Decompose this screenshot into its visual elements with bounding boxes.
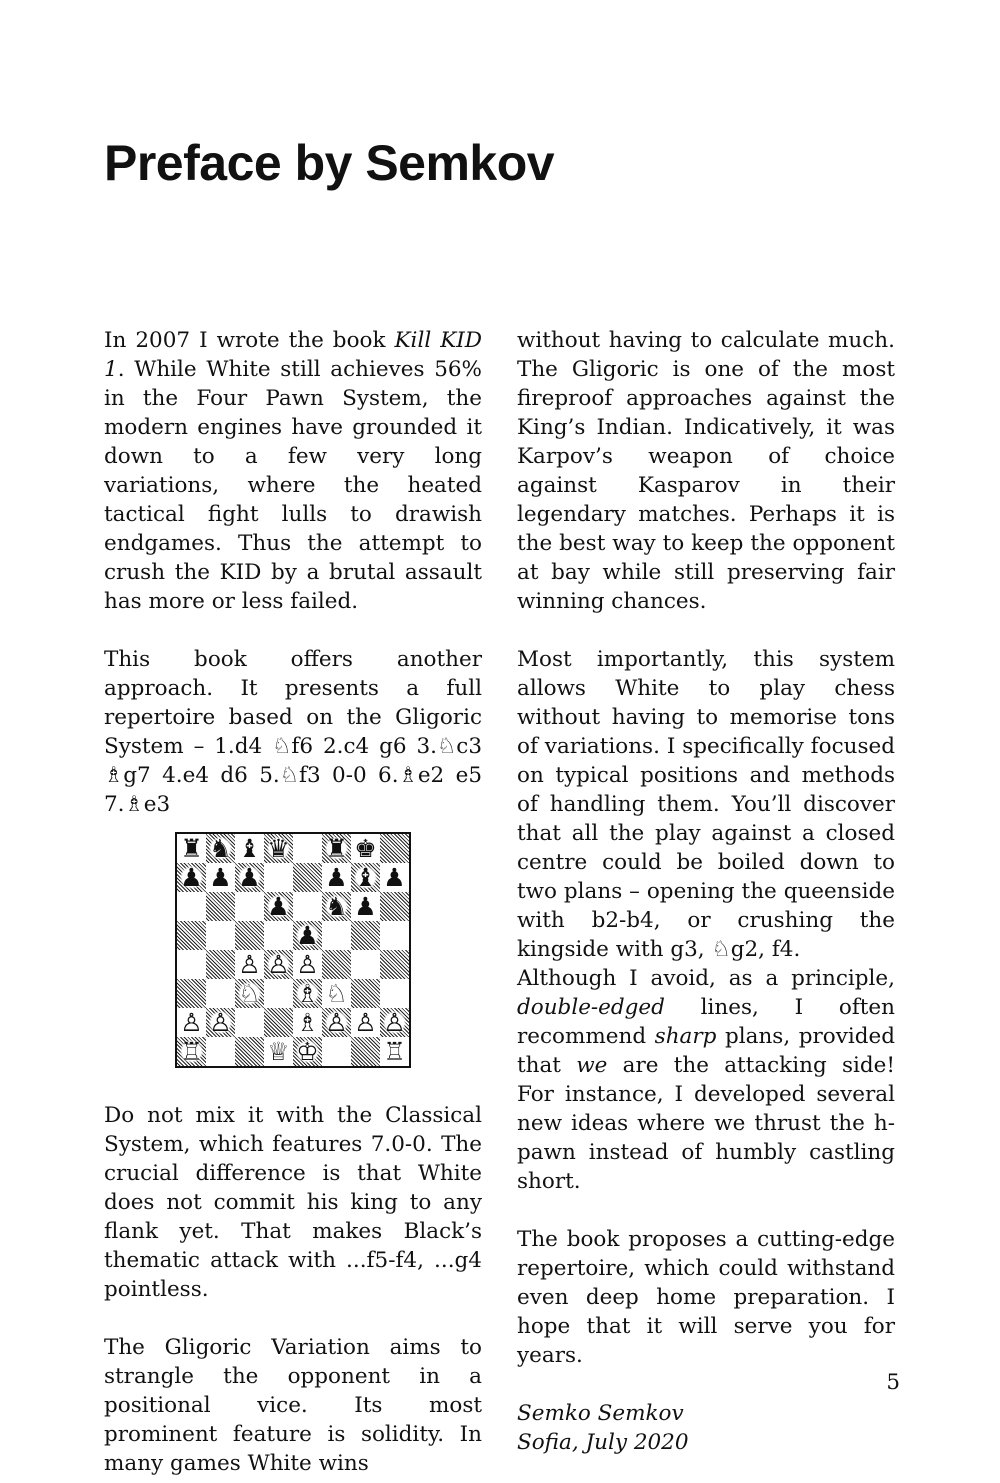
chess-piece-icon: ♗ — [296, 1008, 319, 1037]
chess-piece-icon: ♟ — [383, 863, 406, 892]
square-e2 — [293, 1008, 322, 1037]
chess-piece-icon: ♖ — [180, 1037, 203, 1066]
square-c4 — [235, 950, 264, 979]
emphasis: we — [576, 1053, 608, 1078]
chess-piece-icon: ♟ — [238, 863, 261, 892]
square-a1 — [177, 1037, 206, 1066]
chess-piece-icon: ♟ — [354, 892, 377, 921]
square-d2 — [264, 1008, 293, 1037]
square-c1 — [235, 1037, 264, 1066]
paragraph-text: lines, I often recommend — [517, 995, 895, 1049]
square-h4 — [380, 950, 409, 979]
chess-piece-icon: ♙ — [296, 950, 319, 979]
square-c3 — [235, 979, 264, 1008]
square-c2 — [235, 1008, 264, 1037]
square-a3 — [177, 979, 206, 1008]
square-g1 — [351, 1037, 380, 1066]
square-g4 — [351, 950, 380, 979]
square-c5 — [235, 921, 264, 950]
square-h2 — [380, 1008, 409, 1037]
paragraph-text: are the attacking side! For instance, I developed several new ideas where we thrust the h-pawn instead of humbly castling short. — [517, 1053, 896, 1194]
square-b1 — [206, 1037, 235, 1066]
square-e6 — [293, 892, 322, 921]
square-b8 — [206, 834, 235, 863]
chess-piece-icon: ♟ — [180, 863, 203, 892]
chess-piece-icon: ♜ — [325, 834, 348, 863]
square-d4 — [264, 950, 293, 979]
square-f6 — [322, 892, 351, 921]
square-f1 — [322, 1037, 351, 1066]
square-e4 — [293, 950, 322, 979]
right-column — [517, 326, 895, 1457]
square-h7 — [380, 863, 409, 892]
square-f5 — [322, 921, 351, 950]
square-a5 — [177, 921, 206, 950]
square-e8 — [293, 834, 322, 863]
square-f3 — [322, 979, 351, 1008]
chess-piece-icon: ♙ — [238, 950, 261, 979]
square-g5 — [351, 921, 380, 950]
square-h5 — [380, 921, 409, 950]
chess-piece-icon: ♖ — [383, 1037, 406, 1066]
paragraph-text: In 2007 I wrote the book — [104, 328, 395, 353]
square-d5 — [264, 921, 293, 950]
chess-piece-icon: ♕ — [267, 1037, 290, 1066]
emphasis: sharp — [654, 1024, 717, 1049]
square-g8 — [351, 834, 380, 863]
chess-diagram — [104, 832, 482, 1068]
chess-piece-icon: ♟ — [296, 921, 319, 950]
chess-board — [175, 832, 411, 1068]
square-a8 — [177, 834, 206, 863]
chess-piece-icon: ♙ — [180, 1008, 203, 1037]
signature-place: Sofia, July 2020 — [517, 1430, 689, 1455]
paragraph-kill-kid — [104, 326, 482, 616]
square-h1 — [380, 1037, 409, 1066]
square-c8 — [235, 834, 264, 863]
chess-piece-icon: ♟ — [325, 863, 348, 892]
chess-piece-icon: ♛ — [267, 834, 290, 863]
square-a7 — [177, 863, 206, 892]
chess-piece-icon: ♙ — [383, 1008, 406, 1037]
square-a6 — [177, 892, 206, 921]
square-c7 — [235, 863, 264, 892]
square-f8 — [322, 834, 351, 863]
square-d3 — [264, 979, 293, 1008]
chess-piece-icon: ♝ — [354, 863, 377, 892]
square-b3 — [206, 979, 235, 1008]
square-b7 — [206, 863, 235, 892]
chess-piece-icon: ♘ — [238, 979, 261, 1008]
square-b2 — [206, 1008, 235, 1037]
signature-name: Semko Semkov — [517, 1401, 684, 1426]
chess-piece-icon: ♞ — [325, 892, 348, 921]
square-a4 — [177, 950, 206, 979]
square-d7 — [264, 863, 293, 892]
chess-piece-icon: ♙ — [267, 950, 290, 979]
chess-piece-icon: ♔ — [296, 1037, 319, 1066]
square-d6 — [264, 892, 293, 921]
square-c6 — [235, 892, 264, 921]
paragraph-text: Although I avoid, as a principle, — [517, 966, 895, 991]
square-b6 — [206, 892, 235, 921]
paragraph-classical-system: Do not mix it with the Classical System, which features 7.0-0. The crucial difference is that White does not commit his king to any flank yet. That makes Black’s thematic attack with ...f5-f4, ...g4 pointless. — [104, 1103, 482, 1302]
square-b5 — [206, 921, 235, 950]
page-title: Preface by Semkov — [104, 135, 555, 191]
square-h6 — [380, 892, 409, 921]
square-e1 — [293, 1037, 322, 1066]
page-number: 5 — [886, 1370, 900, 1395]
paragraph-sharp-plans — [517, 964, 895, 1196]
square-e5 — [293, 921, 322, 950]
chess-piece-icon: ♝ — [238, 834, 261, 863]
left-column — [104, 326, 482, 1478]
chess-piece-icon: ♜ — [180, 834, 203, 863]
paragraph-text: plans, provided that — [517, 1024, 895, 1078]
chess-piece-icon: ♘ — [325, 979, 348, 1008]
square-g6 — [351, 892, 380, 921]
chess-piece-icon: ♟ — [209, 863, 232, 892]
square-f4 — [322, 950, 351, 979]
square-e7 — [293, 863, 322, 892]
paragraph-text: . While White still achieves 56% in the Four Pawn System, the modern engines have grounded it down to a few very long variations, where the heated tactical fight lulls to drawish endgames. Thus the attempt to crush the KID by a brutal assault has more or less failed. — [104, 357, 482, 614]
book-title: Kill KID 1 — [104, 328, 482, 382]
square-g2 — [351, 1008, 380, 1037]
chess-piece-icon: ♟ — [267, 892, 290, 921]
square-h3 — [380, 979, 409, 1008]
square-d1 — [264, 1037, 293, 1066]
paragraph-repertoire: The book proposes a cutting-edge repertoire, which could withstand even deep home preparation. I hope that it will serve you for years. — [517, 1227, 895, 1368]
square-g3 — [351, 979, 380, 1008]
chess-piece-icon: ♙ — [209, 1008, 232, 1037]
square-f2 — [322, 1008, 351, 1037]
chess-piece-icon: ♗ — [296, 979, 319, 1008]
chess-piece-icon: ♞ — [209, 834, 232, 863]
square-e3 — [293, 979, 322, 1008]
chess-piece-icon: ♚ — [354, 834, 377, 863]
square-a2 — [177, 1008, 206, 1037]
emphasis: double-edged — [517, 995, 665, 1020]
paragraph-most-importantly: Most importantly, this system allows White to play chess without having to memorise tons of variations. I specifically focused on typical positions and methods of handling them. You’ll discover that all the play against a closed centre could be boiled down to two plans – opening the queenside with b2-b4, or crushing the kingside with g3, ♘g2, f4. — [517, 647, 895, 962]
paragraph-gligoric-variation: The Gligoric Variation aims to strangle the opponent in a positional vice. Its most prominent feature is solidity. In many games White wins — [104, 1335, 482, 1476]
chess-piece-icon: ♙ — [325, 1008, 348, 1037]
square-g7 — [351, 863, 380, 892]
square-f7 — [322, 863, 351, 892]
square-d8 — [264, 834, 293, 863]
paragraph-fireproof: without having to calculate much. The Gligoric is one of the most fireproof approaches against the King’s Indian. Indicatively, it was Karpov’s weapon of choice against Kasparov in their legendary matches. Perhaps it is the best way to keep the opponent at bay while still preserving fair winning chances. — [517, 328, 895, 614]
square-b4 — [206, 950, 235, 979]
chess-piece-icon: ♙ — [354, 1008, 377, 1037]
square-h8 — [380, 834, 409, 863]
paragraph-gligoric-system: This book offers another approach. It presents a full repertoire based on the Gligoric System – 1.d4 ♘f6 2.c4 g6 3.♘c3 ♗g7 4.e4 d6 5.♘f3 0-0 6.♗e2 e5 7.♗e3 — [104, 647, 482, 817]
